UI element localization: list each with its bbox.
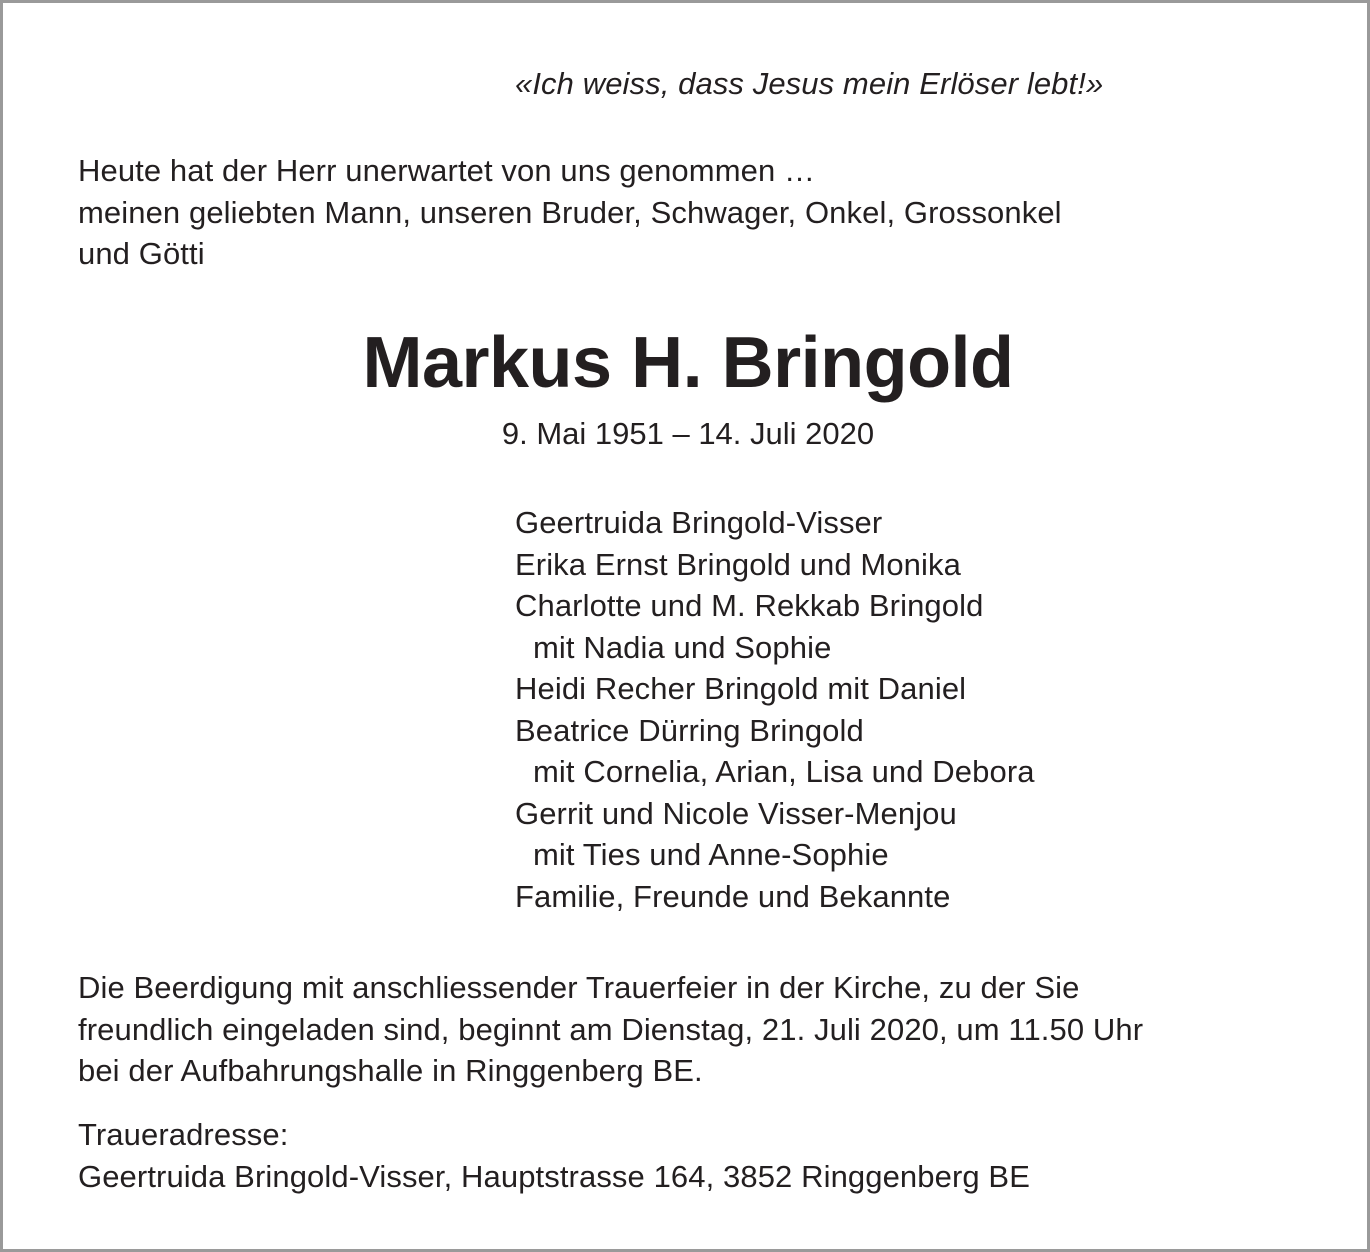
mourner-entry: Gerrit und Nicole Visser-Menjou — [515, 795, 957, 831]
mourners-list — [515, 502, 1035, 917]
intro-line: Heute hat der Herr unerwartet von uns genommen … — [78, 153, 816, 188]
mourner-entry: Beatrice Dürring Bringold — [515, 712, 864, 748]
mourner-entry: mit Cornelia, Arian, Lisa und Debora — [533, 754, 1035, 789]
funeral-info — [78, 967, 1143, 1092]
address-value: Geertruida Bringold-Visser, Hauptstrasse 164, 3852 Ringgenberg BE — [78, 1158, 1030, 1194]
deceased-name: Markus H. Bringold — [362, 323, 1014, 403]
intro-line: meinen geliebten Mann, unseren Bruder, Schwager, Onkel, Grossonkel — [78, 194, 1062, 230]
bible-quote: «Ich weiss, dass Jesus mein Erlöser lebt!» — [515, 66, 1104, 101]
funeral-line: freundlich eingeladen sind, beginnt am Dienstag, 21. Juli 2020, um 11.50 Uhr — [78, 1011, 1144, 1047]
intro-text — [78, 150, 1062, 275]
mourner-entry: Geertruida Bringold-Visser — [515, 505, 883, 540]
address-label: Traueradresse: — [78, 1117, 289, 1152]
mourner-entry: mit Ties und Anne-Sophie — [533, 837, 889, 872]
funeral-line: Die Beerdigung mit anschliessender Trauerfeier in der Kirche, zu der Sie — [78, 970, 1080, 1005]
mourner-entry: Erika Ernst Bringold und Monika — [515, 546, 961, 582]
mourner-entry: mit Nadia und Sophie — [533, 629, 832, 665]
mourning-address — [78, 1114, 1030, 1197]
mourner-entry: Familie, Freunde und Bekannte — [515, 878, 951, 914]
life-dates: 9. Mai 1951 – 14. Juli 2020 — [501, 416, 875, 451]
mourner-entry: Heidi Recher Bringold mit Daniel — [515, 671, 967, 706]
intro-line: und Götti — [78, 236, 205, 271]
funeral-line: bei der Aufbahrungshalle in Ringgenberg BE. — [78, 1053, 703, 1088]
mourner-entry: Charlotte und M. Rekkab Bringold — [515, 588, 984, 623]
